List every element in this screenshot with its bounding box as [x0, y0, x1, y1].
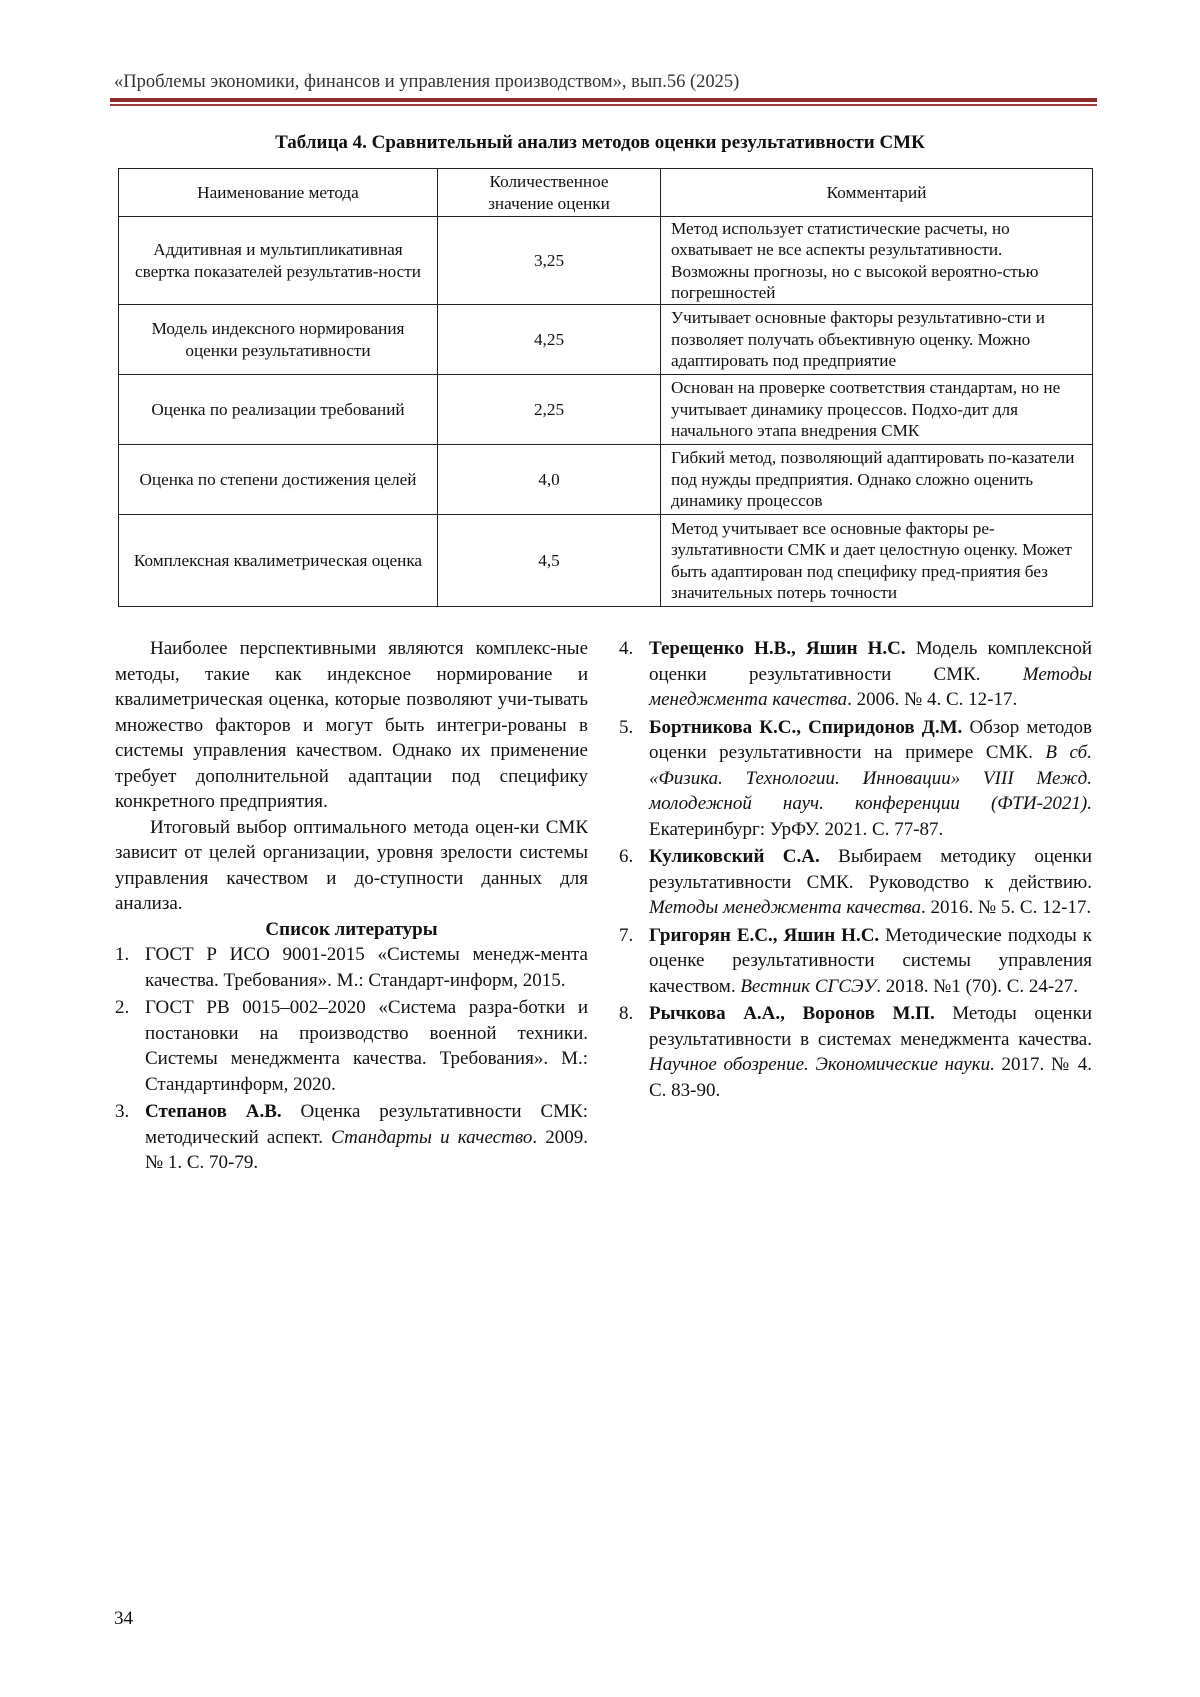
body-paragraph: Наиболее перспективными являются комплекс-ные методы, такие как индексное нормирование и квалиметрическая оценка, которые позволяют учи-тывать множество факторов и могут быть интегри-рованы в системы управления качеством. Однако их применение требует дополнительной адаптации под специфику конкретного предприятия.	[115, 638, 588, 812]
left-column	[115, 636, 588, 1178]
reference-tail: Екатеринбург: УрФУ. 2021. С. 77-87.	[649, 818, 944, 840]
header-rule-thin	[110, 104, 1097, 106]
reference-number: 5.	[619, 716, 634, 738]
column-header: Количественное значение оценки	[438, 169, 661, 217]
method-cell: Оценка по реализации требований	[119, 375, 438, 445]
method-cell: Оценка по степени достижения целей	[119, 445, 438, 515]
reference-authors: Куликовский С.А.	[649, 846, 820, 867]
reference-authors: Терещенко Н.В., Яшин Н.С.	[649, 638, 906, 659]
comment-cell: Гибкий метод, позволяющий адаптировать по-казатели под нужды предприятия. Однако сложно оценить динамику процессов	[661, 445, 1093, 515]
reference-source: Методы менеджмента качества	[649, 897, 922, 918]
reference-source: В сб. «Физика. Технологии. Инновации» VIII Межд. молодежной науч. конференции (ФТИ-2021).	[649, 742, 1092, 814]
table-row	[119, 217, 1093, 305]
reference-number: 3.	[115, 1101, 130, 1122]
comment-cell: Учитывает основные факторы результативно-сти и позволяет получать объективную оценку. Можно адаптировать под предприятие	[661, 305, 1093, 375]
column-header: Наименование метода	[119, 169, 438, 217]
reference-number: 8.	[619, 1003, 634, 1024]
score-cell: 4,0	[438, 445, 661, 515]
reference-item	[619, 715, 1092, 843]
table-row	[119, 375, 1093, 445]
reference-text: ГОСТ РВ 0015–002–2020 «Система разра-ботки и постановки на производство военной техники. Системы менеджмента качества. Требования». М.: Стандартинформ, 2020.	[145, 997, 588, 1095]
reference-item	[619, 923, 1092, 1000]
reference-number: 6.	[619, 846, 634, 867]
reference-text: Оценка результативности СМК: методический аспект.	[145, 1101, 588, 1148]
score-cell: 2,25	[438, 375, 661, 445]
references-title: Список литературы	[265, 918, 438, 940]
table-row	[119, 305, 1093, 375]
comment-cell: Метод учитывает все основные факторы ре-зультативности СМК и дает целостную оценку. Может быть адаптирован под специфику пред-приятия без значительных потерь точности	[661, 515, 1093, 607]
table-row	[119, 515, 1093, 607]
method-cell: Модель индексного нормирования оценки результативности	[119, 305, 438, 375]
reference-tail: . 2006. № 4. С. 12-17.	[847, 689, 1018, 710]
right-column	[619, 636, 1092, 1105]
reference-item	[115, 995, 588, 1097]
reference-item	[115, 1099, 588, 1176]
reference-text: Модель комплексной оценки результативности СМК.	[649, 638, 1092, 685]
reference-tail: . 2016. № 5. С. 12-17.	[921, 897, 1092, 918]
comparison-table	[118, 168, 1093, 607]
comment-cell: Метод использует статистические расчеты, но охватывает не все аспекты результативности. Возможны прогнозы, но с высокой вероятно-стью погрешностей	[661, 217, 1093, 305]
body-paragraph: Итоговый выбор оптимального метода оцен-ки СМК зависит от целей организации, уровня зрелости системы управления качеством и до-ступности данных для анализа.	[115, 816, 588, 914]
reference-authors: Степанов А.В.	[145, 1101, 282, 1122]
column-header: Комментарий	[661, 169, 1093, 217]
comment-cell: Основан на проверке соответствия стандартам, но не учитывает динамику процессов. Подхо-дит для начального этапа внедрения СМК	[661, 375, 1093, 445]
header-rule-thick	[110, 98, 1097, 102]
reference-source: Стандарты и качество	[331, 1126, 533, 1148]
score-cell: 3,25	[438, 217, 661, 305]
reference-authors: Рычкова А.А., Воронов М.П.	[649, 1003, 935, 1024]
reference-tail: . 2018. №1 (70). С. 24-27.	[876, 975, 1079, 997]
reference-item	[619, 636, 1092, 713]
reference-source: Методы менеджмента качества	[649, 663, 1092, 710]
reference-text: Методы оценки результативности в системах менеджмента качества.	[649, 1003, 1092, 1050]
table-title: Таблица 4. Сравнительный анализ методов оценки результативности СМК	[275, 132, 925, 153]
reference-source: Вестник СГСЭУ	[740, 975, 877, 997]
reference-item	[115, 942, 588, 993]
reference-item	[619, 1001, 1092, 1103]
reference-text: Обзор методов оценки результативности на примере СМК.	[649, 716, 1092, 763]
journal-header: «Проблемы экономики, финансов и управления производством», вып.56 (2025)	[114, 72, 740, 92]
reference-text: Методические подходы к оценке результативности системы управления качеством.	[649, 924, 1093, 997]
reference-number: 7.	[619, 924, 634, 946]
score-cell: 4,25	[438, 305, 661, 375]
page-number: 34	[114, 1608, 133, 1629]
reference-number: 2.	[115, 997, 130, 1018]
reference-authors: Григорян Е.С., Яшин Н.С.	[649, 924, 880, 946]
table-header-row	[119, 169, 1093, 217]
reference-item	[619, 844, 1092, 921]
reference-text: Выбираем методику оценки результативности СМК. Руководство к действию.	[649, 846, 1093, 893]
reference-list-left	[115, 942, 588, 1176]
table-row	[119, 445, 1093, 515]
score-cell: 4,5	[438, 515, 661, 607]
reference-text: ГОСТ Р ИСО 9001-2015 «Системы менедж-мента качества. Требования». М.: Стандарт-информ, 2015.	[145, 944, 588, 991]
reference-tail: . 2009. № 1. С. 70-79.	[145, 1126, 588, 1173]
reference-tail: 2017. № 4. С. 83-90.	[649, 1054, 1092, 1101]
method-cell: Аддитивная и мультипликативная свертка показателей результатив-ности	[119, 217, 438, 305]
reference-number: 4.	[619, 638, 634, 659]
method-cell: Комплексная квалиметрическая оценка	[119, 515, 438, 607]
reference-number: 1.	[115, 944, 130, 965]
reference-authors: Бортникова К.С., Спиридонов Д.М.	[649, 716, 963, 738]
reference-list-right	[619, 636, 1092, 1103]
reference-source: Научное обозрение. Экономические науки.	[649, 1054, 995, 1075]
